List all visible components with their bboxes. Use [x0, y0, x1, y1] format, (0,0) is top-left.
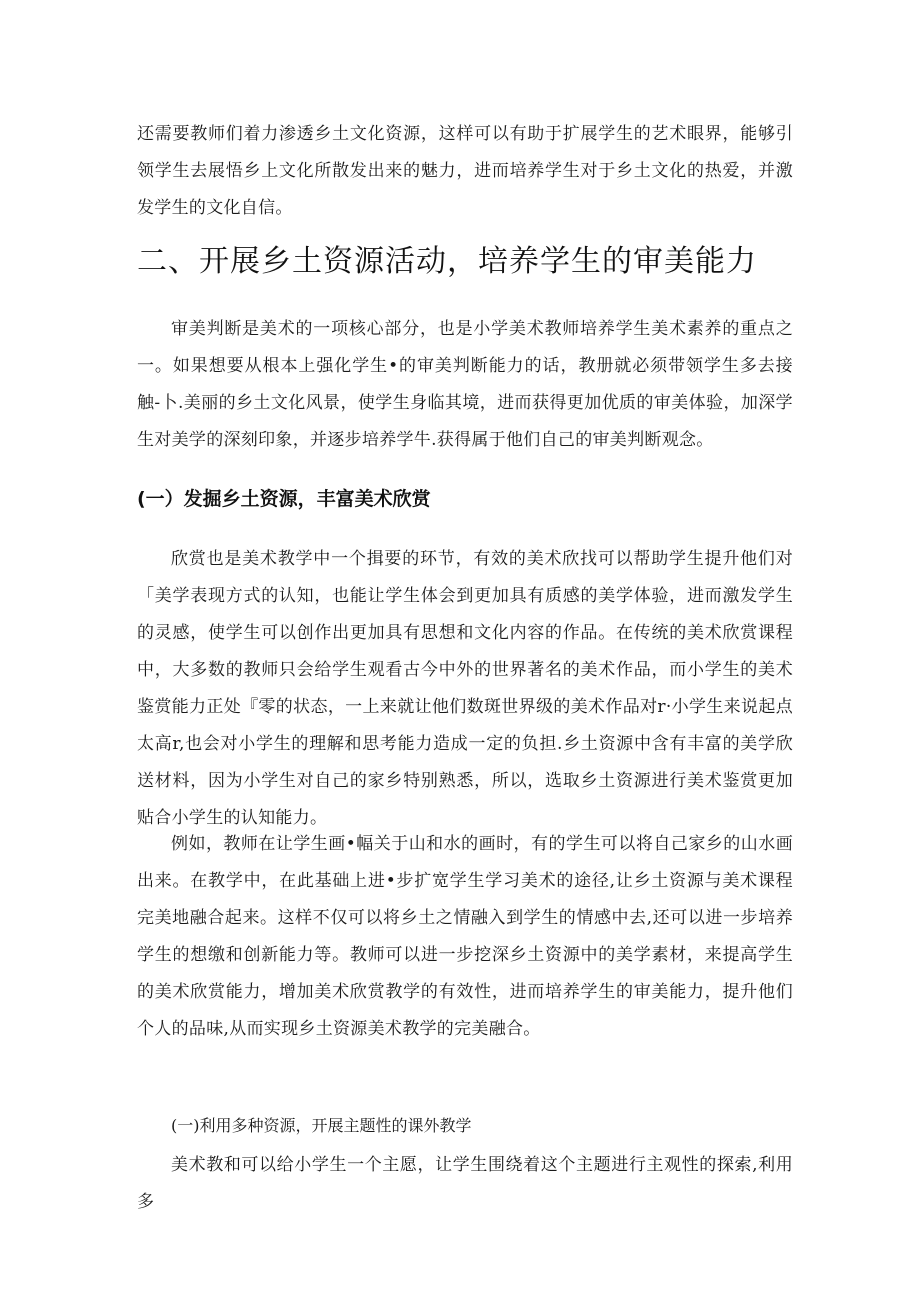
paragraph-intro: 还需要教师们着力渗透乡土文化资源，这样可以有助于扩展学生的艺术眼界，能够引领学生去展悟乡上文化所散发出来的魅力，进而培养学生对于乡土文化的热爱，并激发学生的文化自信。: [137, 124, 793, 218]
paragraph-example: 例如，教师在让学生画•幅关于山和水的画时，有的学生可以将自己家乡的山水画出来。在教学中，在此基础上进•步扩宽学生学习美术的途径,让乡土资源与美术课程完美地融合起来。这样不仅可以将乡土之情融入到学生的情感中去,还可以进一步培养学生的想缴和创新能力等。教师可以进一步挖深乡土资源中的美学素材，来提高学生的美术欣赏能力，增加美术欣赏教学的有效性，进而培养学生的审美能力，提升他们个人的品味,从而实现乡土资源美术教学的完美融合。: [137, 834, 793, 1039]
subheading-explore-resources: (一）发掘乡土资源，丰富美术欣赏: [137, 488, 431, 510]
section-heading-2: 二、开展乡土资源活动，培养学生的审美能力: [137, 244, 757, 279]
paragraph-aesthetic-judgement: 审美判断是美术的一项核心部分，也是小学美术教师培养学生美术素养的重点之一。如果想要从根本上强化学生•的审美判断能力的话，教册就必须带领学生多去接触-卜.美丽的乡土文化风景，使学生身临其境，进而获得更加优质的审美体验，加深学生对美学的深刻印象，并逐步培养学牛.获得属于他们自己的审美判断观念。: [137, 319, 793, 450]
paragraph-theme: 美术教和可以给小学生一个主愿，让学生围绕着这个主题进行主观性的探索,利用多: [137, 1155, 793, 1212]
paragraph-art-appreciation: 欣赏也是美术教学中一个揖要的环节，有效的美术欣找可以帮助学生提升他们对「美学表现方式的认知，也能让学生体会到更加具有质感的美学体验，进而激发学生的灵感，使学生可以创作出更加具有思想和文化内容的作品。在传统的美术欣赏课程中，大多数的教师只会给学生观看古今中外的世界著名的美术作品，而小学生的美术鉴赏能力正处『零的状态，一上来就让他们数斑世界级的美术作品对r·小学生来说起点太高r,也会对小学生的理解和思考能力造成一定的负担.乡土资源中含有丰富的美学欣送材料，因为小学生对自己的家乡特别熟悉，所以，选取乡土资源进行美术鉴赏更加贴合小学生的认知能力。: [137, 549, 793, 828]
subheading-theme-teaching: (一)利用多种资源，开展主题性的课外教学: [171, 1116, 472, 1135]
